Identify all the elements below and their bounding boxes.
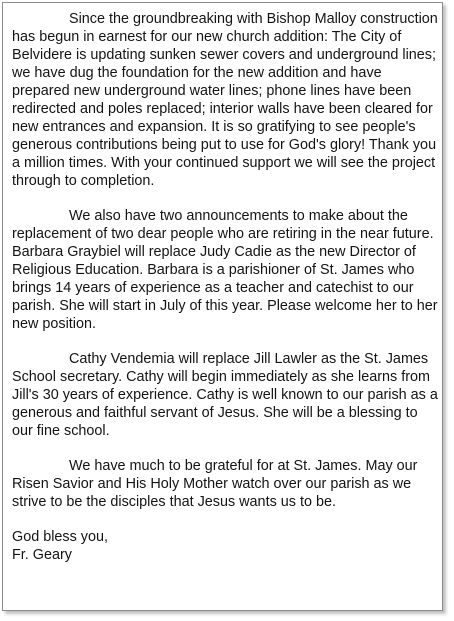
letter-body <box>12 10 439 564</box>
letter-frame <box>2 2 443 611</box>
paragraph-construction: Since the groundbreaking with Bishop Malloy construction has begun in earnest for our new church addition: The City of Belvidere is updating sunken sewer covers and underground lines; we have dug the foundation for the new addition and have prepared new underground water lines; phone lines have been redirected and poles replaced; interior walls have been cleared for new entrances and expansion. It is so gratifying to see people's generous contributions being put to use for God's glory! Thank you a million times. With your continued support we will see the project through to completion. <box>12 11 438 189</box>
paragraph-gratitude: We have much to be grateful for at St. James. May our Risen Savior and His Holy Mother watch over our parish as we strive to be the disciples that Jesus wants us to be. <box>12 458 418 510</box>
signature: Fr. Geary <box>12 547 72 563</box>
closing-line: God bless you, <box>12 529 108 545</box>
paragraph-announcements: We also have two announcements to make about the replacement of two dear people who are retiring in the near future. Barbara Graybiel will replace Judy Cadie as the new Director of Religious Education. Barbara is a parishioner of St. James who brings 14 years of experience as a teacher and catechist to our parish. She will start in July of this year. Please welcome her to her new position. <box>12 208 438 332</box>
letter-closing <box>12 528 439 564</box>
paragraph-school-secretary: Cathy Vendemia will replace Jill Lawler as the St. James School secretary. Cathy will begin immediately as she learns from Jill's 30 years of experience. Cathy is well known to our parish as a generous and faithful servant of Jesus. She will be a blessing to our fine school. <box>12 351 438 439</box>
